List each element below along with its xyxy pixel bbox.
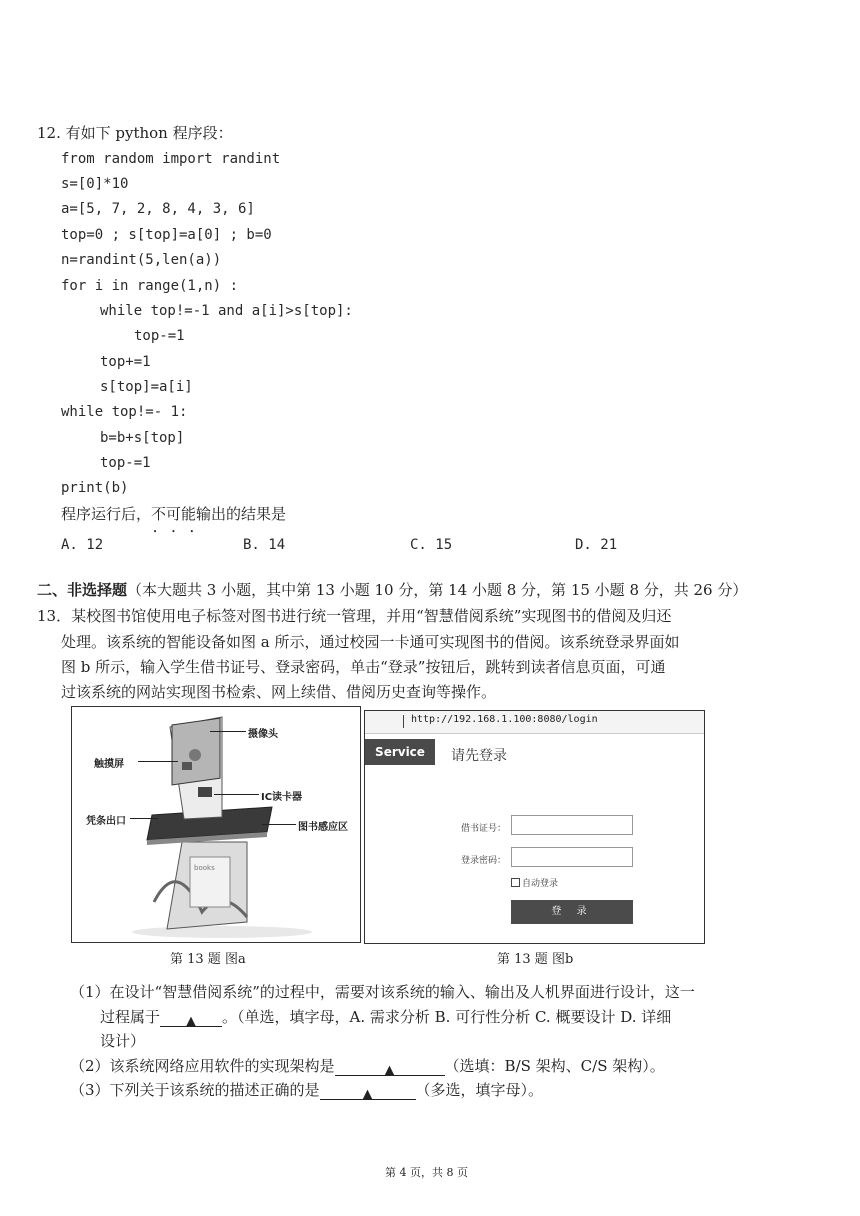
q13-text: 13．某校图书馆使用电子标签对图书进行统一管理，并用“智慧借阅系统”实现图书的借阅及归还: [37, 607, 672, 625]
login-button[interactable]: 登 录: [511, 900, 633, 924]
answer-blank[interactable]: [320, 1083, 416, 1100]
auto-login-label: 自动登录: [522, 879, 559, 889]
subq-text: （2）该系统网络应用软件的实现架构是: [70, 1057, 335, 1075]
code-line: for i in range(1,n) :: [61, 278, 239, 294]
subq-text: （多选，填字母）。: [415, 1081, 544, 1099]
code-line: print(b): [61, 480, 129, 496]
figure-a-kiosk: [71, 706, 361, 943]
password-input[interactable]: [511, 847, 633, 867]
q13-text: 过该系统的网站实现图书检索、网上续借、借阅历史查询等操作。: [61, 683, 497, 701]
option-a: A. 12: [61, 537, 104, 553]
code-line: while top!=- 1:: [61, 404, 188, 420]
code-line: b=b+s[top]: [100, 430, 185, 446]
q13-text: 处理。该系统的智能设备如图 a 所示，通过校园一卡通可实现图书的借阅。该系统登录界面如: [61, 633, 680, 651]
subq-text: （3）下列关于该系统的描述正确的是: [70, 1081, 320, 1099]
subq1-line1: （1）在设计“智慧借阅系统”的过程中，需要对该系统的输入、输出及人机界面进行设计，这一: [70, 983, 695, 1001]
code-line: top+=1: [100, 354, 151, 370]
card-number-label: 借书证号：: [461, 824, 507, 834]
code-line: s[top]=a[i]: [100, 379, 193, 395]
section-title: 二、非选择题: [37, 581, 128, 599]
q12-stem: 12. 有如下 python 程序段：: [37, 124, 233, 142]
label-touchscreen: 触摸屏: [94, 759, 124, 770]
triangle-icon: ▲: [186, 1014, 197, 1029]
code-line: n=randint(5,len(a)): [61, 252, 222, 268]
code-line: from random import randint: [61, 151, 281, 167]
figure-b-login: [364, 710, 705, 944]
leader-line: [138, 761, 178, 762]
code-line: s=[0]*10: [61, 176, 129, 192]
answer-blank[interactable]: [160, 1010, 222, 1027]
code-line: top-=1: [134, 328, 185, 344]
leader-line: [130, 818, 158, 819]
subq-text: （选填：B/S 架构、C/S 架构）。: [444, 1057, 665, 1075]
figure-b-caption: 第 13 题 图b: [497, 952, 574, 967]
separator: [403, 715, 404, 728]
q12-question: [61, 504, 286, 524]
triangle-icon: ▲: [362, 1087, 373, 1102]
subq1-line3: 设计）: [100, 1032, 146, 1050]
checkbox-icon: [511, 878, 520, 887]
figure-a-caption: 第 13 题 图a: [170, 952, 246, 967]
subq3: [70, 1080, 543, 1100]
code-line: top=0 ; s[top]=a[0] ; b=0: [61, 227, 272, 243]
label-camera: 摄像头: [248, 729, 278, 740]
page-footer: 第 4 页，共 8 页: [385, 1166, 468, 1179]
code-line: while top!=-1 and a[i]>s[top]:: [100, 303, 353, 319]
triangle-icon: ▲: [384, 1063, 395, 1078]
q13-text: 图 b 所示，输入学生借书证号、登录密码，单击“登录”按钮后，跳转到读者信息页面，可通: [61, 658, 666, 676]
label-receipt-exit: 凭条出口: [86, 816, 126, 827]
label-sensor-area: 图书感应区: [298, 822, 348, 833]
emphasis-text: 不可能 • • •: [151, 505, 196, 523]
section-desc: （本大题共 3 小题，其中第 13 小题 10 分，第 14 小题 8 分，第 15 小题 8 分，共 26 分）: [127, 581, 748, 599]
option-b: B. 14: [243, 537, 286, 553]
leader-line: [262, 824, 296, 825]
auto-login-checkbox[interactable]: [511, 876, 558, 889]
service-logo: Service: [365, 739, 435, 765]
login-heading: 请先登录: [451, 748, 507, 764]
subq-text: 。（单选，填字母，A. 需求分析 B. 可行性分析 C. 概要设计 D. 详细: [222, 1008, 672, 1026]
subq-text: 过程属于: [100, 1008, 161, 1026]
address-bar: [365, 711, 704, 734]
section-heading: [37, 580, 747, 600]
card-number-input[interactable]: [511, 815, 633, 835]
answer-blank[interactable]: [335, 1059, 445, 1076]
code-line: top-=1: [100, 455, 151, 471]
leader-line: [214, 794, 259, 795]
label-ic-reader: IC读卡器: [261, 792, 303, 803]
password-label: 登录密码：: [461, 856, 507, 866]
option-d: D. 21: [575, 537, 618, 553]
svg-text:books: books: [194, 864, 215, 872]
code-line: a=[5, 7, 2, 8, 4, 3, 6]: [61, 201, 255, 217]
url-text: http://192.168.1.100:8080/login: [411, 714, 598, 725]
option-c: C. 15: [410, 537, 453, 553]
question-text: 输出的结果是: [196, 505, 287, 523]
leader-line: [210, 731, 246, 732]
subq1-line2: [100, 1007, 671, 1027]
subq2: [70, 1056, 665, 1076]
question-text: 程序运行后，: [61, 505, 152, 523]
